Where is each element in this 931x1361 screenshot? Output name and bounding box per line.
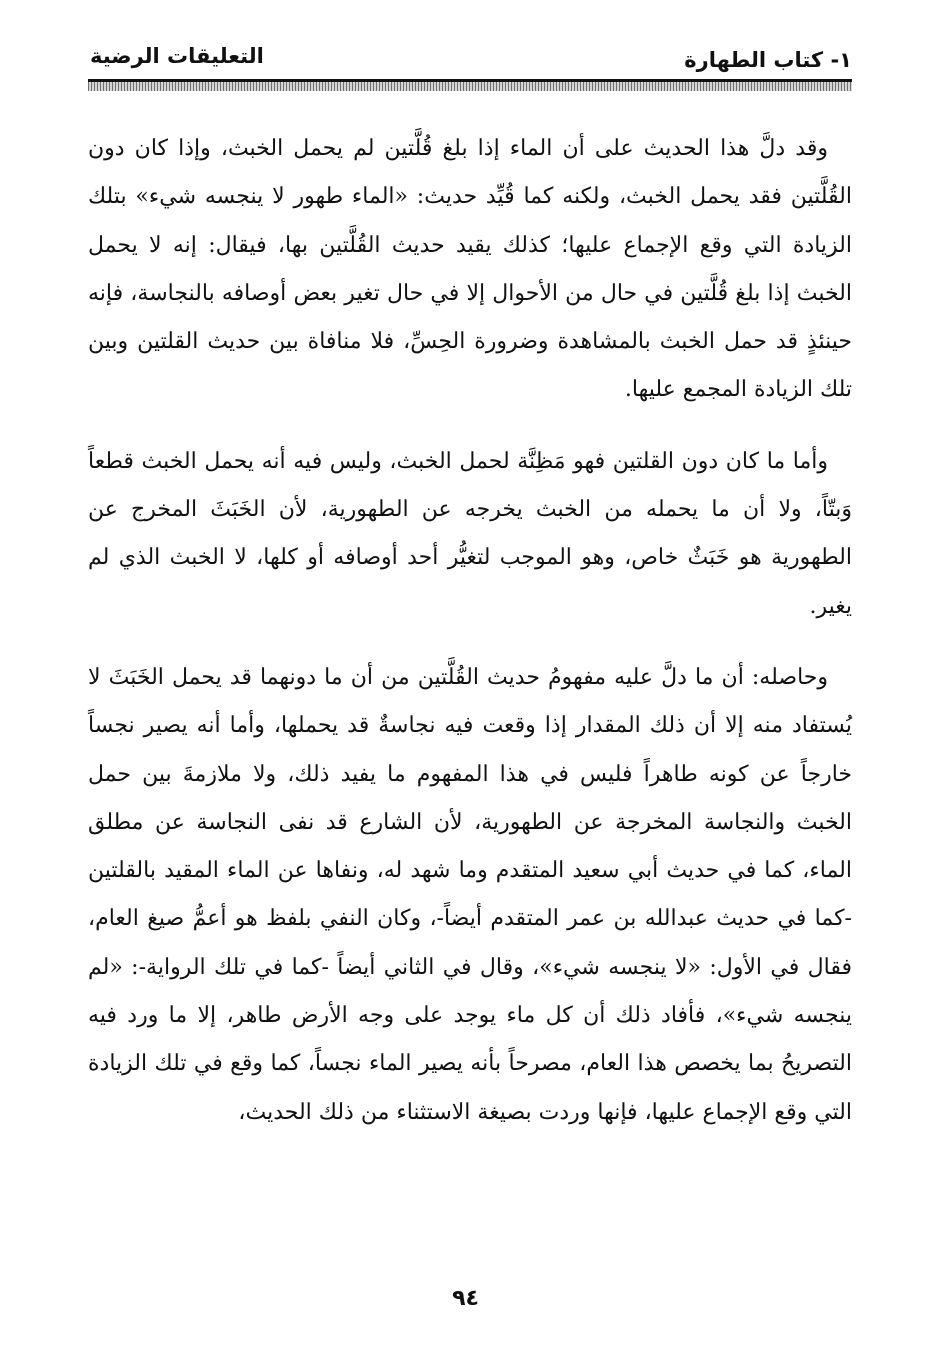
running-header xyxy=(88,36,852,96)
paragraph-3: وحاصله: أن ما دلَّ عليه مفهومُ حديث القُلَّتين من أن ما دونهما قد يحمل الخَبَثَ لا يُستفاد منه إلا أن ذلك المقدار إذا وقعت فيه نجاسةٌ قد يحملها، وأما أنه يصير نجساً خارجاً عن كونه طاهراً فليس في هذا المفهوم ما يفيد ذلك، ولا ملازمةَ بين حمل الخبث والنجاسة المخرجة عن الطهورية، لأن الشارع قد نفى النجاسة عن مطلق الماء، كما في حديث أبي سعيد المتقدم وما شهد له، ونفاها عن الماء المقيد بالقلتين -كما في حديث عبدالله بن عمر المتقدم أيضاً-، وكان النفي بلفظ هو أعمُّ صيغ العام، فقال في الأول: «لا ينجسه شيء»، وقال في الثاني أيضاً -كما في تلك الرواية-: «لم ينجسه شيء»، فأفاد ذلك أن كل ماء يوجد على وجه الأرض طاهر، إلا ما ورد فيه التصريحُ بما يخصص هذا العام، مصرحاً بأنه يصير الماء نجساً، كما وقع في تلك الزيادة التي وقع الإجماع عليها، فإنها وردت بصيغة الاستثناء من ذلك الحديث، xyxy=(88,664,852,1125)
book-title: التعليقات الرضية xyxy=(90,44,264,68)
paragraph-1: وقد دلَّ هذا الحديث على أن الماء إذا بلغ قُلَّتين لم يحمل الخبث، وإذا كان دون القُلَّتين فقد يحمل الخبث، ولكنه كما قُيِّد حديث: «الماء طهور لا ينجسه شيء» بتلك الزيادة التي وقع الإجماع عليها؛ كذلك يقيد حديث القُلَّتين بها، فيقال: إنه لا يحمل الخبث إذا بلغ قُلَّتين في حال من الأحوال إلا في حال تغير بعض أوصافه بالنجاسة، فإنه حينئذٍ قد حمل الخبث بالمشاهدة وضرورة الحِسِّ، فلا منافاة بين حديث القلتين وبين تلك الزيادة المجمع عليها. xyxy=(88,136,852,403)
page-number: ٩٤ xyxy=(452,1286,479,1311)
chapter-title: ١- كتاب الطهارة xyxy=(684,48,852,72)
header-divider xyxy=(88,79,852,91)
paragraph-2: وأما ما كان دون القلتين فهو مَظِنَّة لحمل الخبث، وليس فيه أنه يحمل الخبث قطعاً وَبتّاً، ولا أن ما يحمله من الخبث يخرجه عن الطهورية، لأن الخَبَثَ المخرج عن الطهورية هو خَبَثٌ خاص، وهو الموجب لتغيُّر أحد أوصافه أو كلها، لا الخبث الذي لم يغير. xyxy=(88,448,852,619)
main-text xyxy=(88,125,852,1137)
